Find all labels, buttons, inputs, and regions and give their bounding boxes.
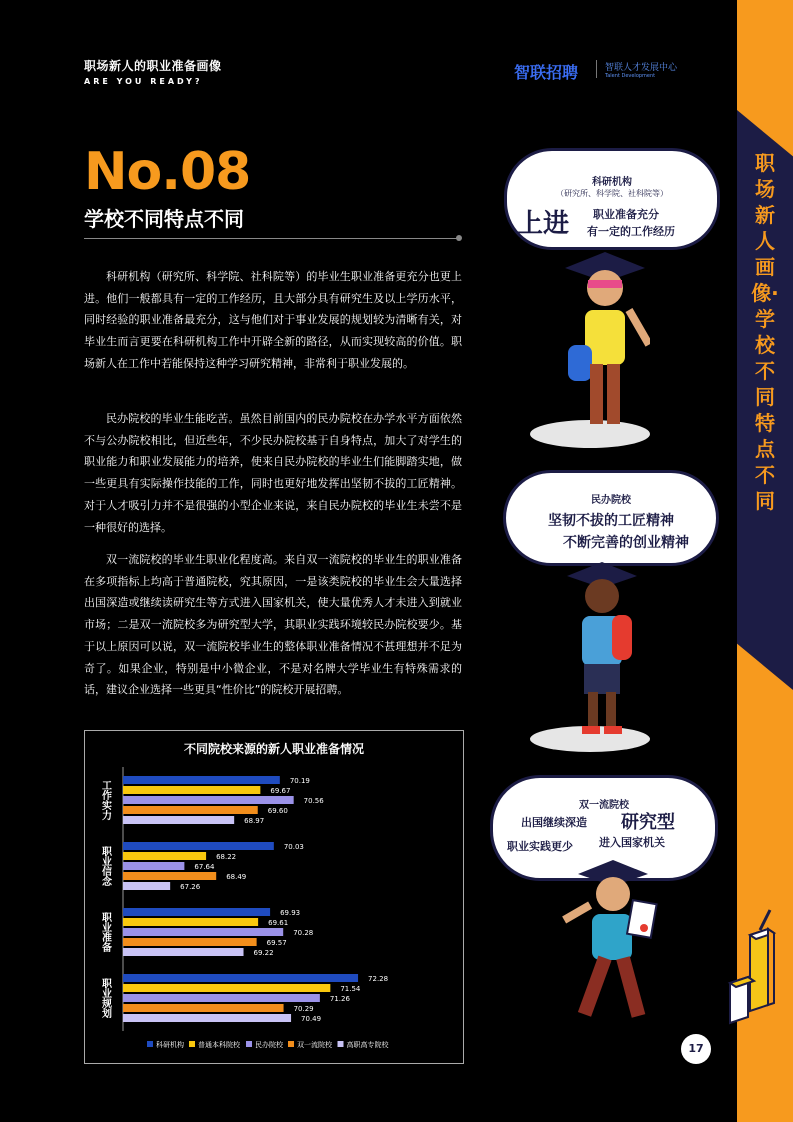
section-rule-dot — [456, 235, 462, 241]
bar — [123, 994, 320, 1002]
bar — [123, 842, 274, 850]
legend-swatch — [147, 1041, 153, 1047]
bar — [123, 786, 260, 794]
bar — [123, 872, 216, 880]
bar — [123, 928, 283, 936]
data-label: 69.93 — [280, 909, 301, 917]
student-icon — [548, 858, 678, 1048]
bubble-double-first-line3: 进入国家机关 — [599, 836, 665, 849]
bubble-research-big: 上进 — [517, 209, 570, 239]
bar — [123, 974, 358, 982]
bubble-double-first-label: 双一流院校 — [579, 800, 629, 811]
side-vertical-title: 职场新人画像·学校不同特点不同 — [751, 151, 779, 513]
bar — [123, 796, 294, 804]
bubble-double-first-big: 研究型 — [621, 812, 675, 833]
bubble-research-line1: 职业准备充分 — [593, 208, 659, 221]
data-label: 70.28 — [293, 929, 314, 937]
data-label: 70.49 — [301, 1015, 322, 1023]
bubble-research-line2: 有一定的工作经历 — [587, 225, 675, 238]
paragraph-research: 科研机构（研究所、科学院、社科院等）的毕业生职业准备更充分也更上进。他们一般都具有一定的工作经历，且大部分具有研究生及以上学历水平，同时经验的职业准备最充分，这与他们对于事业发展的规划较为清晰有关，对毕业生而言更要在科研机构工作中开辟全新的路径，从而实现较高的价值。职场新人在工作中若能保持这种学习研究精神，非常利于职业发展的。 — [84, 270, 462, 370]
bar — [123, 938, 257, 946]
bar — [123, 806, 258, 814]
data-label: 70.29 — [293, 1005, 314, 1013]
bar — [123, 816, 234, 824]
bar — [123, 984, 330, 992]
bar — [123, 908, 270, 916]
bar — [123, 948, 244, 956]
chart-title: 不同院校来源的新人职业准备情况 — [183, 742, 365, 756]
bubble-double-first-line2: 职业实践更少 — [507, 840, 573, 853]
bubble-research — [504, 148, 720, 250]
data-label: 69.67 — [270, 787, 291, 795]
legend-label: 普通本科院校 — [198, 1041, 240, 1049]
legend-label: 高职高专院校 — [346, 1041, 389, 1049]
category-label: 工作实力 — [99, 780, 111, 820]
partner-name-en: Talent Development — [605, 73, 656, 79]
data-label: 69.61 — [268, 919, 289, 927]
bubble-private-line1: 坚韧不拔的工匠精神 — [548, 513, 674, 529]
bar — [123, 1014, 291, 1022]
legend-label: 双一流院校 — [297, 1041, 332, 1049]
data-label: 69.22 — [253, 949, 274, 957]
data-label: 71.26 — [329, 995, 350, 1003]
page-number: 17 — [681, 1034, 711, 1064]
legend-swatch — [288, 1041, 294, 1047]
header-title: 职场新人的职业准备画像 — [84, 59, 222, 73]
data-label: 68.22 — [216, 853, 237, 861]
bubble-research-label: 科研机构 — [592, 177, 632, 188]
bubble-private-label: 民办院校 — [591, 495, 631, 506]
bar — [123, 918, 258, 926]
student-icon — [560, 250, 650, 440]
trophy-chart-icon — [722, 905, 782, 1025]
legend-swatch — [338, 1041, 344, 1047]
category-label: 职业规划 — [99, 978, 111, 1018]
bar-chart — [85, 731, 463, 1063]
bar — [123, 1004, 284, 1012]
category-label: 职业准备 — [99, 912, 111, 952]
paragraph-private: 民办院校的毕业生能吃苦。虽然目前国内的民办院校在办学水平方面依然不与公办院校相比，但近些年，不少民办院校基于自身特点，加大了对学生的职业能力和职业发展能力的培养，使来自民办院校的毕业生们能脚踏实地，做一些更具有实际操作技能的工作，同时也更好地发挥出坚韧不拔的工匠精神。对于人才吸引力并不是很强的小型企业来说，来自民办院校的毕业生未尝不是一种很好的选择。 — [84, 412, 462, 534]
data-label: 71.54 — [340, 985, 361, 993]
legend-swatch — [246, 1041, 252, 1047]
data-label: 70.19 — [289, 777, 310, 785]
bar — [123, 776, 280, 784]
bar — [123, 852, 206, 860]
legend-swatch — [189, 1041, 195, 1047]
data-label: 72.28 — [368, 975, 389, 983]
bar — [123, 862, 184, 870]
section-rule — [84, 238, 460, 239]
section-title: 学校不同特点不同 — [84, 207, 244, 231]
data-label: 70.56 — [303, 797, 324, 805]
brand-divider — [596, 60, 597, 78]
header-subtitle: ARE YOU READY? — [84, 77, 203, 86]
data-label: 68.49 — [226, 873, 247, 881]
legend-label: 民办院校 — [255, 1041, 283, 1049]
bubble-research-sublabel: （研究所、科学院、社科院等） — [556, 189, 668, 198]
data-label: 67.26 — [180, 883, 201, 891]
legend-label: 科研机构 — [156, 1041, 184, 1049]
data-label: 68.97 — [244, 817, 265, 825]
data-label: 70.03 — [283, 843, 304, 851]
bubble-private-line2: 不断完善的创业精神 — [563, 535, 689, 551]
brand-logo: 智联招聘 — [514, 63, 579, 82]
partner-name: 智联人才发展中心 — [605, 63, 678, 73]
data-label: 69.57 — [266, 939, 287, 947]
data-label: 67.64 — [194, 863, 215, 871]
category-label: 职业信念 — [99, 846, 111, 886]
chart-container — [84, 730, 464, 1064]
bubble-private — [503, 470, 719, 566]
student-icon — [562, 560, 642, 740]
paragraph-double-first: 双一流院校的毕业生职业化程度高。来自双一流院校的毕业生的职业准备在多项指标上均高于普通院校，究其原因，一是该类院校的毕业生会大量选择出国深造或继续读研究生等方式进入国家机关，使大量优秀人才未进入到就业市场；二是双一流院校多为研究型大学，其职业实践环境较民办院校要少。基于以上原因可以说，双一流院校毕业生的整体职业准备情况不甚理想并不足为奇了。如果企业，特别是中小微企业，不是对名牌大学毕业生有特殊需求的话，建议企业选择一些更具“性价比”的院校开展招聘。 — [84, 553, 462, 697]
bar — [123, 882, 170, 890]
data-label: 69.60 — [267, 807, 288, 815]
bubble-double-first-line1: 出国继续深造 — [521, 816, 587, 829]
partner-logo — [605, 60, 677, 79]
section-number: No.08 — [84, 142, 251, 202]
